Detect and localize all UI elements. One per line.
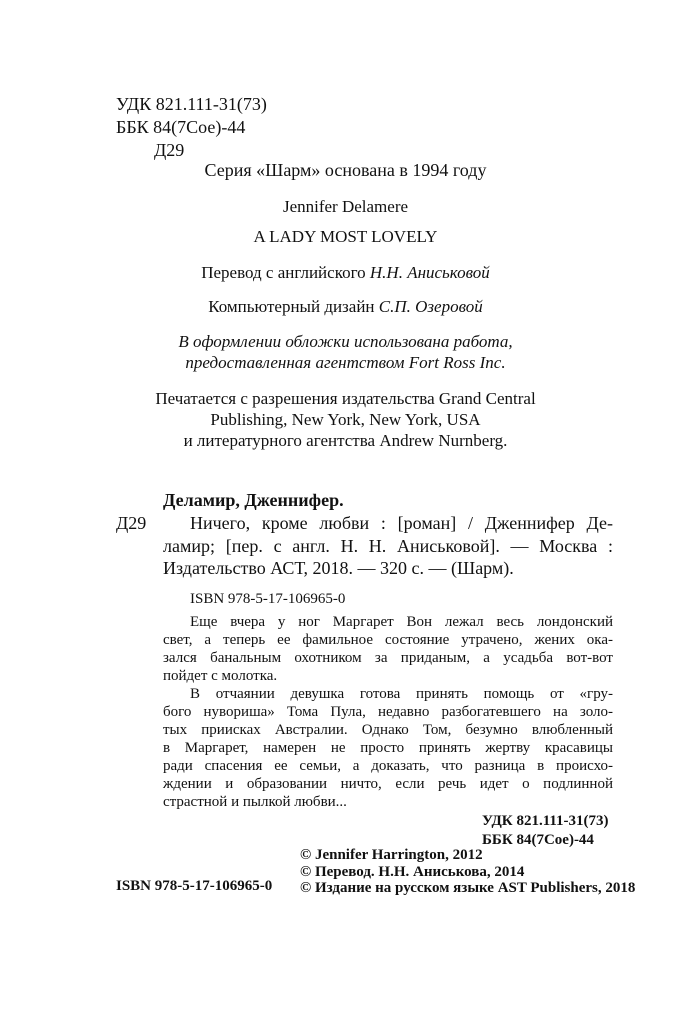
- copyright-line: © Jennifer Harrington, 2012: [300, 847, 483, 863]
- bottom-udk: УДК 821.111-31(73): [482, 813, 609, 829]
- permission-line-3: и литературного агентства Andrew Nurnberg.: [183, 431, 508, 450]
- designer-line: [0, 296, 691, 317]
- annotation-line: ради спасения ее семьи, а доказать, что разница в происхо-: [163, 758, 613, 774]
- author-mark: Д29: [154, 140, 185, 160]
- udk-code: УДК 821.111-31(73): [116, 94, 267, 114]
- annotation-line: свет, а теперь ее фамильное состояние утрачено, жених ока-: [163, 632, 613, 648]
- translator-name: Н.Н. Аниськовой: [369, 263, 490, 282]
- annotation-line: бого нувориша» Тома Пула, недавно разбогатевшего на золо-: [163, 704, 613, 720]
- copyright-line: © Перевод. Н.Н. Аниськова, 2014: [300, 864, 525, 880]
- designer-name: С.П. Озеровой: [378, 297, 483, 316]
- catalog-line-1: Ничего, кроме любви : [роман] / Дженнифер Де-: [190, 513, 613, 533]
- permission-line-1: Печатается с разрешения издательства Grand Central: [155, 389, 536, 408]
- permission-line-2: Publishing, New York, New York, USA: [210, 410, 481, 429]
- designer-label: Компьютерный дизайн: [208, 297, 379, 316]
- translator-line: [0, 262, 691, 283]
- bottom-bbk: ББК 84(7Сое)-44: [482, 832, 594, 848]
- catalog-line-2: ламир; [пер. с англ. Н. Н. Аниськовой]. — Москва :: [163, 536, 613, 556]
- series-note: Серия «Шарм» основана в 1994 году: [204, 160, 487, 180]
- annotation-line: Еще вчера у ног Маргарет Вон лежал весь лондонский: [190, 614, 613, 630]
- copyright-line: © Издание на русском языке AST Publishers, 2018: [300, 880, 636, 896]
- original-title: A LADY MOST LOVELY: [253, 227, 438, 246]
- catalog-line-3: Издательство АСТ, 2018. — 320 с. — (Шарм).: [163, 558, 514, 578]
- annotation-line: зался банальным охотником за приданым, а усадьба вот-вот: [163, 650, 613, 666]
- catalog-isbn: ISBN 978-5-17-106965-0: [190, 591, 346, 607]
- translator-label: Перевод с английского: [201, 263, 370, 282]
- cover-note-line-2: предоставленная агентством Fort Ross Inc.: [185, 353, 506, 372]
- catalog-heading: Деламир, Дженнифер.: [163, 490, 344, 510]
- annotation-line: тых приисках Австралии. Однако Том, безумно влюбленный: [163, 722, 613, 738]
- catalog-mark: Д29: [116, 513, 147, 533]
- annotation-line: ждении и образовании ничто, если речь идет о подлинной: [163, 776, 613, 792]
- isbn-bold: ISBN 978-5-17-106965-0: [116, 878, 273, 894]
- annotation-line: пойдет с молотка.: [163, 668, 278, 684]
- annotation-line: страстной и пылкой любви...: [163, 794, 347, 810]
- annotation-line: В отчаянии девушка готова принять помощь от «гру-: [190, 686, 613, 702]
- cover-note-line-1: В оформлении обложки использована работа,: [178, 332, 513, 351]
- annotation-line: в Маргарет, намерен не просто принять жертву красавицы: [163, 740, 613, 756]
- original-author: Jennifer Delamere: [282, 197, 409, 216]
- bbk-code: ББК 84(7Сое)-44: [116, 117, 246, 137]
